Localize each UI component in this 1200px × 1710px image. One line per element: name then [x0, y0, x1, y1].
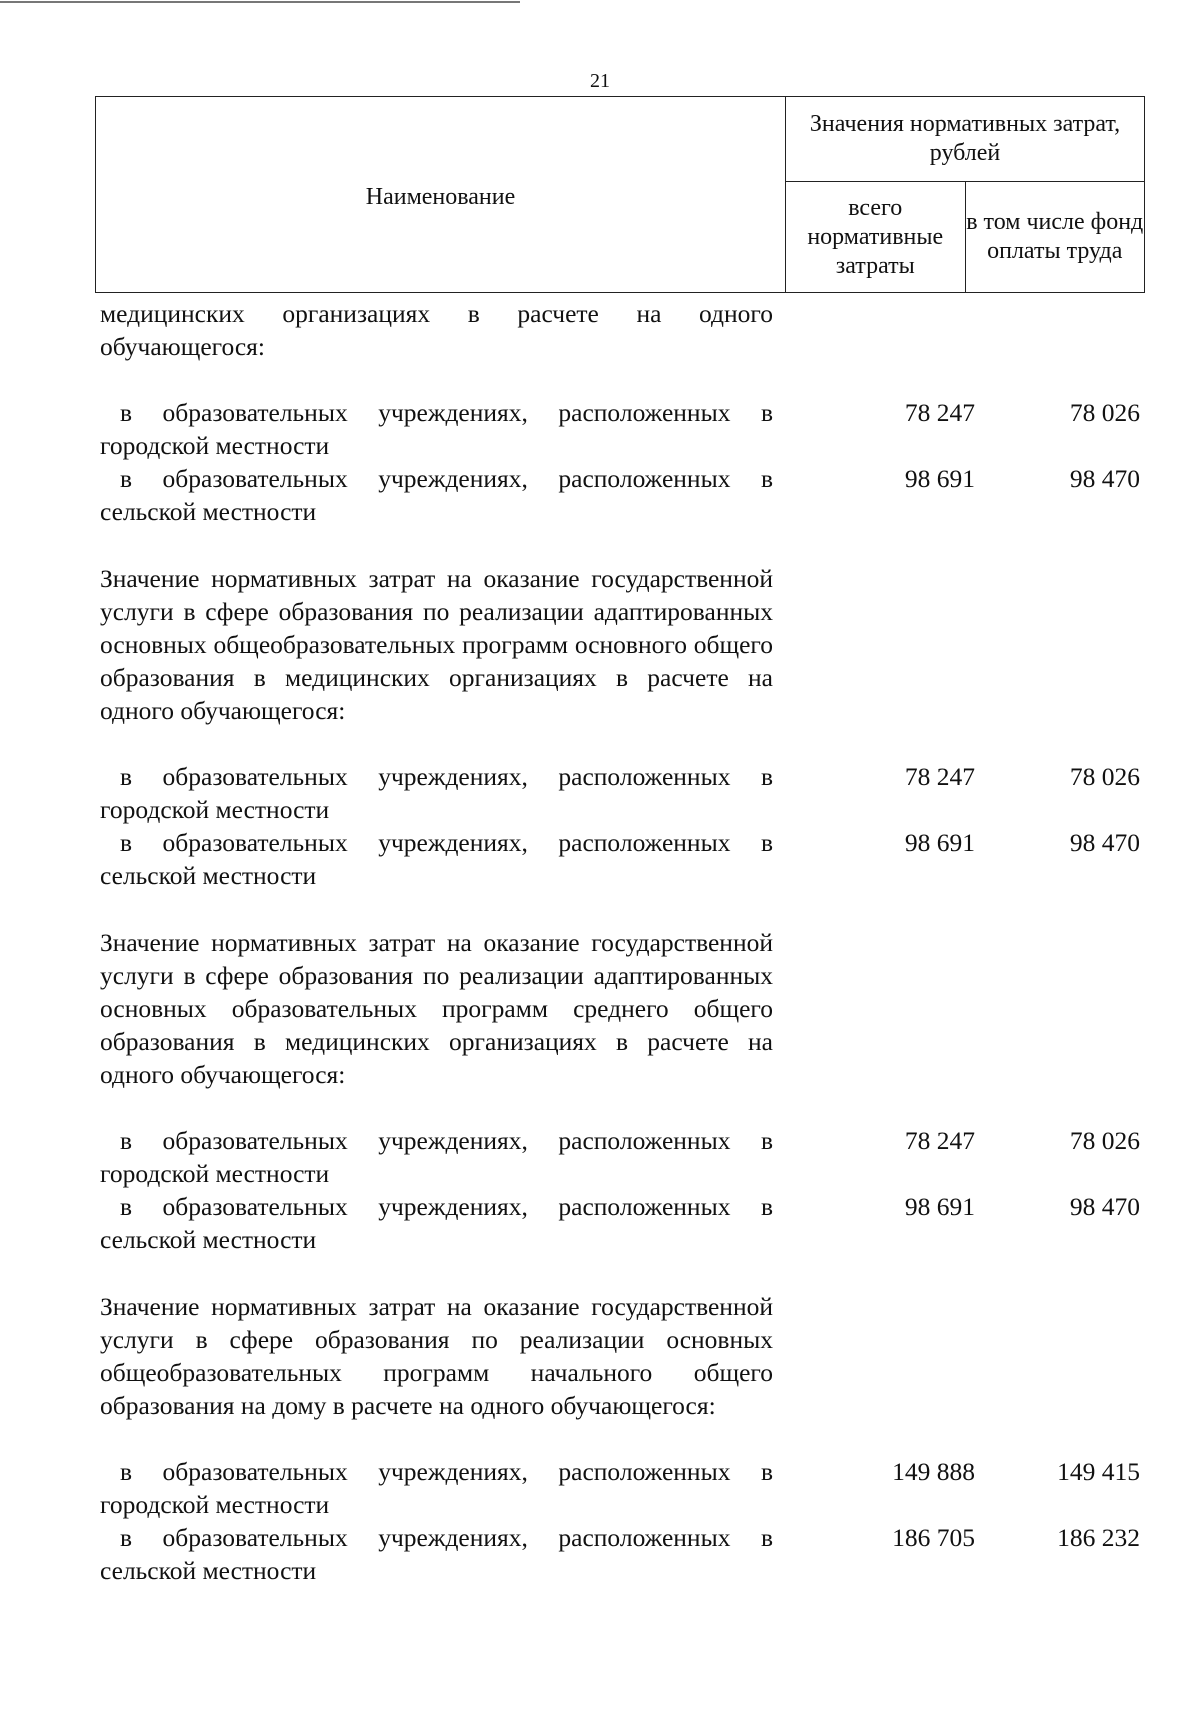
section-title: Значение нормативных затрат на оказание государственной услуги в сфере образования по реализации основных общеобразовательных программ начального общего образования на дому в расчете на одного обучающегося: [100, 1292, 773, 1420]
column-header-wage-fund: в том числе фонд оплаты труда [965, 182, 1145, 293]
row-label: в образовательных учреждениях, расположенных в городской местности [100, 762, 773, 824]
table-row [100, 1190, 1150, 1256]
table-body [100, 297, 1150, 1587]
table-row [100, 462, 1150, 528]
row-total-value: 98 691 [904, 464, 975, 493]
row-total-value: 78 247 [904, 1126, 975, 1155]
row-wage-value: 98 470 [1069, 828, 1140, 857]
row-total-value: 186 705 [892, 1523, 975, 1552]
row-wage-value: 98 470 [1069, 1192, 1140, 1221]
row-label: в образовательных учреждениях, расположенных в городской местности [100, 1126, 773, 1188]
section-heading [100, 926, 1150, 1091]
row-label: в образовательных учреждениях, расположенных в сельской местности [100, 464, 773, 526]
row-label: в образовательных учреждениях, расположенных в сельской местности [100, 1523, 773, 1585]
table-row [100, 1455, 1150, 1521]
section-heading [100, 562, 1150, 727]
table-row [100, 1521, 1150, 1587]
row-label: в образовательных учреждениях, расположенных в городской местности [100, 1457, 773, 1519]
row-total-value: 149 888 [892, 1457, 975, 1486]
table-header [95, 96, 1145, 293]
row-total-value: 78 247 [904, 398, 975, 427]
section-heading [100, 1290, 1150, 1422]
row-wage-value: 149 415 [1057, 1457, 1140, 1486]
row-total-value: 78 247 [904, 762, 975, 791]
column-header-values-group: Значения нормативных затрат, рублей [786, 97, 1145, 182]
column-header-total: всего нормативные затраты [786, 182, 966, 293]
section-continuation [100, 297, 1150, 363]
row-total-value: 98 691 [904, 1192, 975, 1221]
row-wage-value: 78 026 [1069, 762, 1140, 791]
row-wage-value: 98 470 [1069, 464, 1140, 493]
table-row [100, 396, 1150, 462]
row-label: в образовательных учреждениях, расположенных в городской местности [100, 398, 773, 460]
column-header-name: Наименование [96, 97, 786, 293]
page-number: 21 [590, 70, 610, 92]
row-wage-value: 78 026 [1069, 398, 1140, 427]
section-title: Значение нормативных затрат на оказание государственной услуги в сфере образования по реализации адаптированных основных общеобразовательных программ основного общего образования в медицинских организациях в расчете на одного обучающегося: [100, 564, 773, 725]
row-wage-value: 186 232 [1057, 1523, 1140, 1552]
row-label: в образовательных учреждениях, расположенных в сельской местности [100, 828, 773, 890]
section-title: Значение нормативных затрат на оказание государственной услуги в сфере образования по реализации адаптированных основных образовательных программ среднего общего образования в медицинских организациях в расчете на одного обучающегося: [100, 928, 773, 1089]
table-row [100, 826, 1150, 892]
table-row [100, 760, 1150, 826]
table-row [100, 1124, 1150, 1190]
row-label: в образовательных учреждениях, расположенных в сельской местности [100, 1192, 773, 1254]
scan-edge-line [0, 1, 520, 3]
row-total-value: 98 691 [904, 828, 975, 857]
section-title: медицинских организациях в расчете на одного обучающегося: [100, 299, 773, 361]
row-wage-value: 78 026 [1069, 1126, 1140, 1155]
